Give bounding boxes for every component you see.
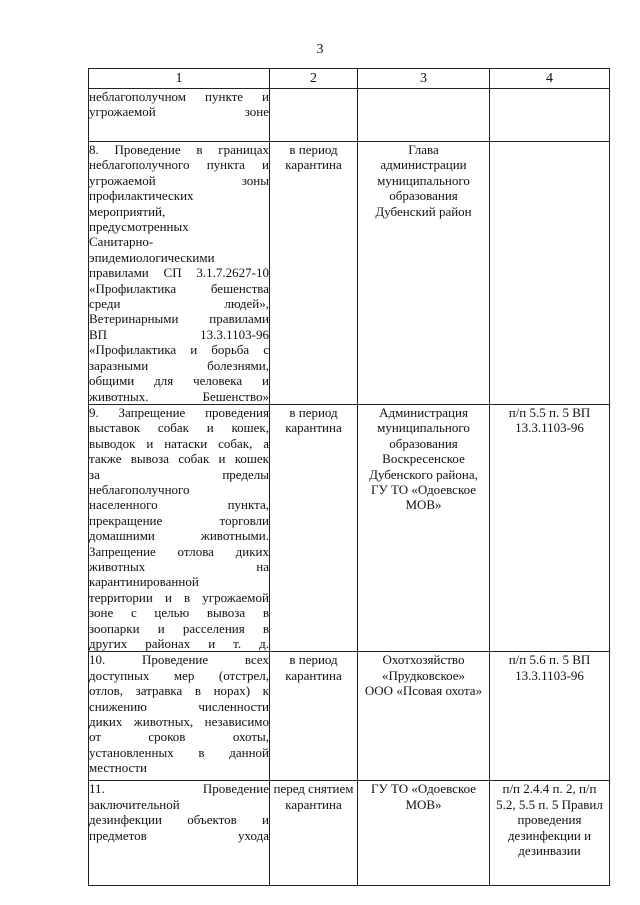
reference-cell: п/п 2.4.4 п. 2, п/п 5.2, 5.5 п. 5 Правил проведения дезинфекции и дезинвазии [490, 781, 610, 886]
reference-cell: п/п 5.5 п. 5 ВП 13.3.1103-96 [490, 404, 610, 652]
responsible-cell: Администрация муниципального образования Воскресенское Дубенского района, ГУ ТО «Одоевское МОВ» [358, 404, 490, 652]
page-number: 3 [316, 42, 324, 57]
reference-cell [490, 89, 610, 142]
responsible-cell [358, 89, 490, 142]
measure-cell: 10. Проведение всех доступных мер (отстрел, отлов, затравка в норах) к снижению численности диких животных, независимо от сроков охоты, установленных в данной местности [89, 652, 270, 781]
measure-cell: 9. Запрещение проведения выставок собак и кошек, выводок и натаски собак, а также вывоза собак и кошек за пределы неблагополучного населенного пункта, прекращение торговли домашними животными. Запрещение отлова диких животных на карантинированной территории и в угрожаемой зоне с целью вывоза в зоопарки и расселения в других районах и т. д. [89, 404, 269, 651]
measure-cell: неблагополучном пункте и угрожаемой зоне [89, 89, 270, 142]
period-cell: в период карантина [270, 652, 358, 781]
reference-cell: п/п 5.6 п. 5 ВП 13.3.1103-96 [490, 652, 610, 781]
table-row [89, 652, 610, 781]
period-cell: в период карантина [270, 142, 358, 405]
header-cell: 4 [490, 69, 610, 89]
table-row [89, 142, 610, 405]
measure-cell: 11. Проведение заключительной дезинфекции объектов и предметов ухода [89, 781, 270, 886]
measure-cell: 8. Проведение в границах неблагополучного пункта и угрожаемой зоны профилактических мероприятий, предусмотренных Санитарно- эпидемиологическими правилами СП 3.1.7.2627-10 «Профилактика бешенства среди людей», Ветеринарными правилами ВП 13.3.1103-96 «Профилактика и борьба с заразными болезнями, общими для человека и животных. Бешенство» [89, 142, 269, 404]
table-row [89, 89, 610, 142]
responsible-cell: ГУ ТО «Одоевское МОВ» [358, 781, 490, 886]
header-cell: 1 [89, 69, 270, 89]
measures-table [88, 68, 610, 886]
reference-cell [490, 142, 610, 405]
period-cell: в период карантина [270, 404, 358, 652]
table-header-row [89, 69, 610, 89]
header-cell: 2 [270, 69, 358, 89]
header-cell: 3 [358, 69, 490, 89]
period-cell: перед снятием карантина [270, 781, 358, 886]
responsible-cell: Глава администрации муниципального образования Дубенский район [358, 142, 490, 405]
table-row [89, 781, 610, 886]
responsible-cell: Охотхозяйство «Прудковское» ООО «Псовая охота» [358, 652, 490, 781]
table-row [89, 404, 610, 652]
period-cell [270, 89, 358, 142]
